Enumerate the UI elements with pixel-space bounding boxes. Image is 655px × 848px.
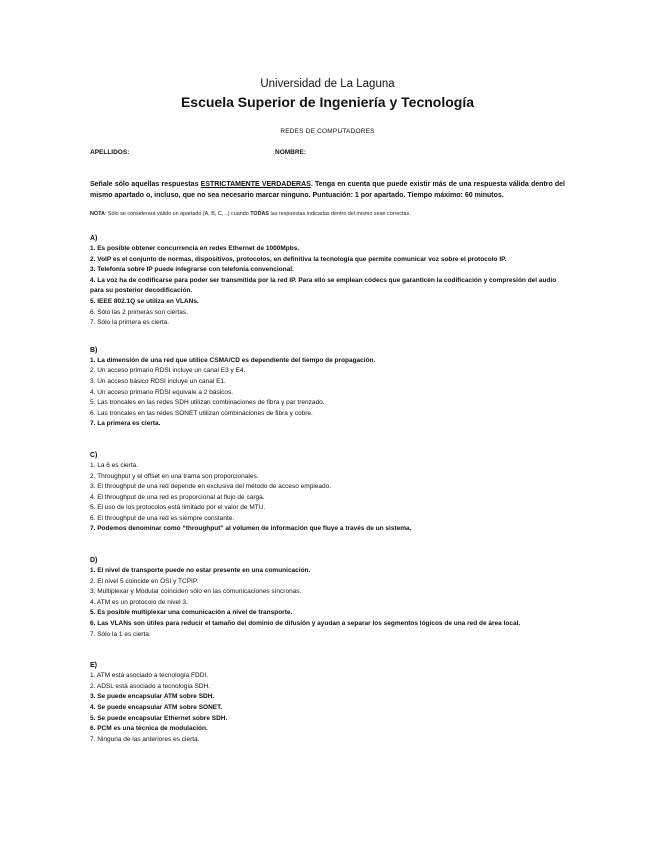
subject-title: REDES DE COMPUTADORES — [280, 128, 375, 135]
answer-option: 4. El throughput de una red es proporcional al flujo de carga. — [90, 493, 265, 501]
question-sections — [90, 235, 565, 745]
answer-option: 3. Un acceso básico RDSI incluye un canal E1. — [90, 377, 226, 385]
answer-option: 3. Se puede encapsular ATM sobre SDH. — [90, 693, 215, 701]
answer-option: 2. Throughput y el offset en una trama son proporcionales. — [90, 472, 259, 480]
section-title: D) — [90, 557, 98, 565]
answer-option: 3. Multiplexar y Modular coinciden sólo en las comunicaciones síncronas. — [90, 588, 302, 596]
section-title: C) — [90, 451, 98, 459]
answer-option: 2. VoIP es el conjunto de normas, dispositivos, protocolos, en definitiva la tecnología que permite comunicar voz sobre el protocolo IP. — [90, 255, 507, 263]
note-part1: : Sólo se considerará válido un apartado (A, B, C, ..) cuando — [104, 211, 251, 217]
answer-option: 7. Podemos denominar como “throughput” al volumen de información que fluye a través de un sistema. — [90, 525, 412, 533]
answer-option: 5. IEEE 802.1Q se utiliza en VLANs. — [90, 297, 199, 305]
section-title: A) — [90, 235, 98, 242]
question-section — [90, 347, 565, 430]
answer-option: 3. El throughput de una red depende en exclusiva del método de acceso empleado. — [90, 483, 332, 491]
answer-option: 1. La dimensión de una red que utilice CSMA/CD es dependiente del tiempo de propagación. — [90, 356, 376, 364]
answer-option: 5. Se puede encapsular Ethernet sobre SDH. — [90, 714, 228, 722]
answer-option: 2. ADSL está asociado a tecnología SDH. — [90, 682, 211, 690]
instructions-part2: . Tenga en cuenta que puede existir más de una respuesta válida dentro del mismo apartado o, incluso, que no sea necesario marcar ninguno. Puntuación: 1 por apartado. Tiempo máximo: 60 minutos. — [90, 181, 566, 199]
instructions-part1: Señale sólo aquellas respuestas — [90, 181, 201, 188]
answer-option: 6. PCM es una técnica de modulación. — [90, 725, 208, 733]
answer-option: 2. Un acceso primario RDSI incluye un canal E3 y E4. — [90, 367, 246, 375]
answer-option: 1. La 6 es cierta. — [90, 461, 139, 469]
answer-option: 7. La primera es cierta. — [90, 420, 161, 428]
question-section — [90, 452, 565, 535]
question-section — [90, 235, 565, 329]
note-emphasis: TODAS — [250, 211, 269, 217]
answer-option: 1. Es posible obtener concurrencia en redes Ethernet de 1000Mpbs. — [90, 245, 300, 252]
note-label: NOTA — [90, 211, 105, 217]
answer-option: 6. El throughput de una red es siempre constante. — [90, 514, 235, 522]
question-section — [90, 557, 565, 640]
surname-label: APELLIDOS: — [90, 149, 130, 156]
answer-option: 5. Las troncales en las redes SDH utilizan combinaciones de fibra y par trenzado. — [90, 399, 325, 407]
student-fields — [90, 149, 565, 156]
answer-option: 4. Se puede encapsular ATM sobre SONET. — [90, 704, 223, 711]
question-section — [90, 662, 565, 745]
answer-option: 7. Ninguna de las anteriores es cierta. — [90, 735, 200, 743]
instructions — [90, 180, 565, 201]
answer-option: 1. ATM está asociado a tecnología FDDI. — [90, 672, 209, 680]
instructions-emphasis: ESTRICTAMENTE VERDADERAS — [200, 181, 311, 188]
note-part2: las respuestas indicadas dentro del mismo sean correctas. — [269, 211, 411, 217]
answer-option: 4. ATM es un protocolo de nivel 3. — [90, 598, 188, 606]
note — [90, 211, 565, 217]
school-name: Escuela Superior de Ingeniería y Tecnología — [180, 94, 475, 110]
answer-option: 5. El uso de los protocolos está limitado por el valor de MTU. — [90, 504, 266, 512]
answer-option: 7. Sólo la primera es cierta. — [90, 319, 170, 327]
answer-option: 6. Las VLANs son útiles para reducir el tamaño del dominio de difusión y ayudan a separar los segmentos lógicos de una red de área local. — [90, 620, 521, 628]
name-label: NOMBRE: — [275, 149, 307, 156]
section-title: B) — [90, 346, 98, 354]
answer-option: 7. Sólo la 1 es cierta. — [90, 630, 151, 638]
answer-option: 6. Sólo las 2 primeras son ciertas. — [90, 308, 188, 316]
section-title: E) — [90, 662, 97, 670]
answer-option: 3. Telefonía sobre IP puede integrarse con telefonía convencional. — [90, 266, 294, 274]
answer-option: 4. La voz ha de codificarse para poder ser transmitida por la red IP. Para ello se emplean códecs que garanticen la codificación y compresión del audio para su posterior decodificación. — [90, 276, 557, 295]
answer-option: 6. Las troncales en las redes SONET utilizan combinaciones de fibra y cobre. — [90, 409, 313, 417]
answer-option: 5. Es posible multiplexar una comunicación a nivel de transporte. — [90, 609, 293, 617]
answer-option: 2. El nivel 5 coincide en OSI y TCPIP. — [90, 577, 199, 585]
answer-option: 4. Un acceso primario RDSI equivale a 2 básicos. — [90, 388, 234, 396]
university-name: Universidad de La Laguna — [260, 78, 395, 90]
answer-option: 1. El nivel de transporte puede no estar presente en una comunicación. — [90, 567, 311, 575]
